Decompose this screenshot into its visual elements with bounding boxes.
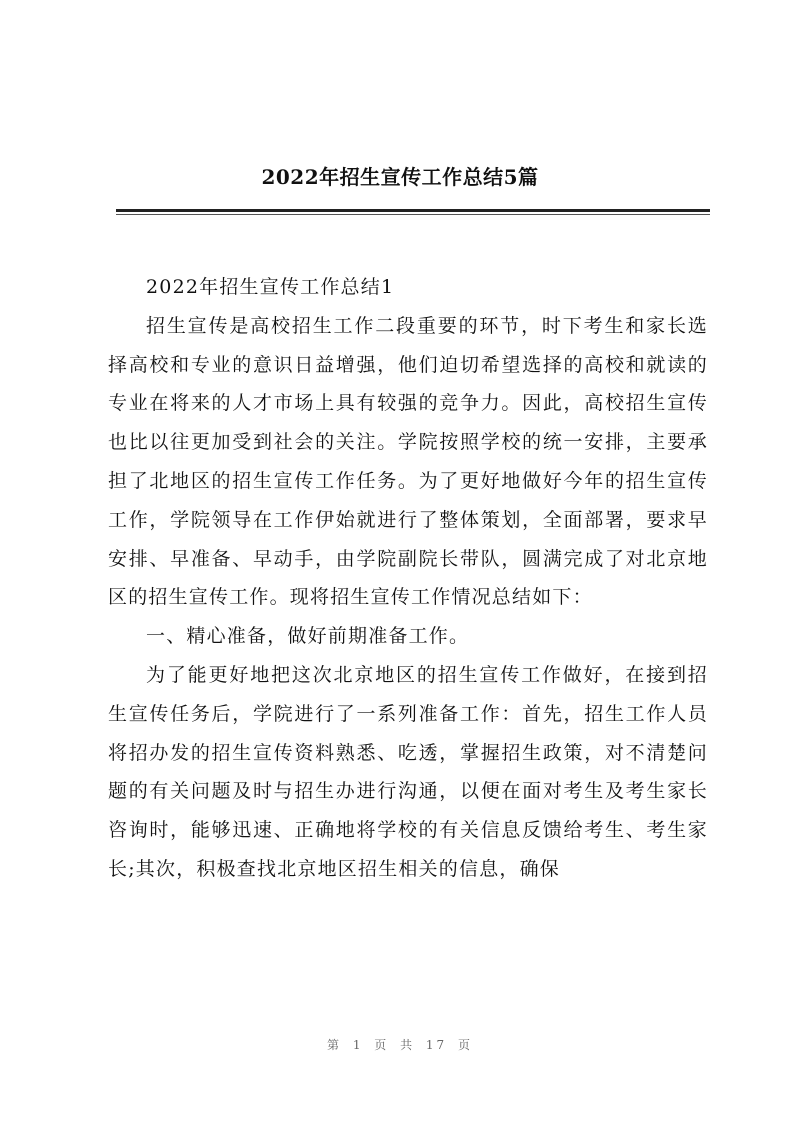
- document-body: [108, 268, 708, 889]
- paragraph: 为了能更好地把这次北京地区的招生宣传工作做好，在接到招生宣传任务后，学院进行了一系列准备工作：首先，招生工作人员将招办发的招生宣传资料熟悉、吃透，掌握招生政策，对不清楚问题的有关问题及时与招生办进行沟通，以便在面对考生及考生家长咨询时，能够迅速、正确地将学校的有关信息反馈给考生、考生家长;其次，积极查找北京地区招生相关的信息，确保: [108, 663, 708, 880]
- paragraph: 招生宣传是高校招生工作二段重要的环节，时下考生和家长选择高校和专业的意识日益增强，他们迫切希望选择的高校和就读的专业在将来的人才市场上具有较强的竞争力。因此，高校招生宣传也比以往更加受到社会的关注。学院按照学校的统一安排，主要承担了北地区的招生宣传工作任务。为了更好地做好今年的招生宣传工作，学院领导在工作伊始就进行了整体策划，全面部署，要求早安排、早准备、早动手，由学院副院长带队，圆满完成了对北京地区的招生宣传工作。现将招生宣传工作情况总结如下：: [108, 314, 708, 609]
- section-heading: 2022年招生宣传工作总结1: [146, 276, 395, 298]
- title-divider-thin: [116, 214, 710, 215]
- page-number-footer: 第 1 页 共 17 页: [327, 1038, 473, 1052]
- subsection-heading: 一、精心准备，做好前期准备工作。: [146, 625, 470, 648]
- document-title: 2022年招生宣传工作总结5篇: [261, 165, 539, 189]
- title-divider: [116, 209, 710, 212]
